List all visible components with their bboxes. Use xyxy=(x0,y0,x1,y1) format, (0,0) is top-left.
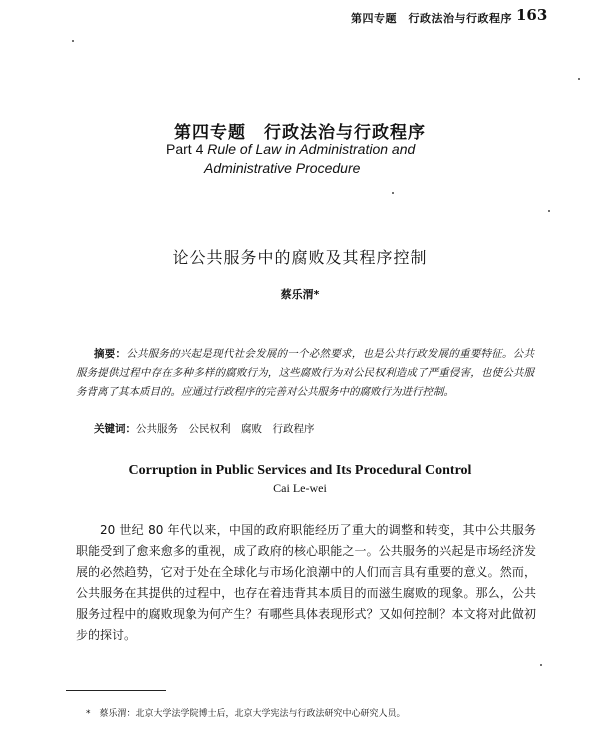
article-title-en: Corruption in Public Services and Its Procedural Control xyxy=(128,463,472,478)
part-title-en-line2: Administrative Procedure xyxy=(204,160,361,176)
part-title-cn: 第四专题 行政法治与行政程序 xyxy=(174,123,426,143)
article-title-cn: 论公共服务中的腐败及其程序控制 xyxy=(172,248,428,267)
abstract xyxy=(76,345,534,402)
running-header: 第四专题 行政法治与行政程序 xyxy=(351,12,512,25)
footnote: * 蔡乐渭：北京大学法学院博士后，北京大学宪法与行政法研究中心研究人员。 xyxy=(86,709,406,719)
part-title-en-line1 xyxy=(166,141,415,157)
scan-speck xyxy=(540,664,542,666)
body-paragraph: 20 世纪 80 年代以来，中国的政府职能经历了重大的调整和转变，其中公共服务职能受到了愈来愈多的重视，成了政府的核心职能之一。公共服务的兴起是市场经济发展的必然趋势，它对于处在全球化与市场化浪潮中的人们而言具有重要的意义。然而，公共服务在其提供的过程中，也存在着违背其本质目的而滋生腐败的现象。那么，公共服务过程中的腐败现象为何产生？有哪些具体表现形式？又如何控制？本文将对此做初步的探讨。 xyxy=(76,523,536,642)
scan-speck xyxy=(72,40,74,42)
abstract-text: 公共服务的兴起是现代社会发展的一个必然要求，也是公共行政发展的重要特征。公共服务提供过程中存在多种多样的腐败行为，这些腐败行为对公民权利造成了严重侵害，也使公共服务背离了其本质目的。应通过行政程序的完善对公共服务中的腐败行为进行控制。 xyxy=(76,348,535,398)
page-number: 163 xyxy=(516,6,548,24)
scan-speck xyxy=(578,78,580,80)
keywords-label: 关键词： xyxy=(94,423,136,435)
part-title-en-text: Rule of Law in Administration and xyxy=(207,141,416,157)
footnote-rule xyxy=(66,690,166,691)
keywords-text: 公共服务 公民权利 腐败 行政程序 xyxy=(136,423,315,435)
author-cn: 蔡乐渭* xyxy=(280,288,320,301)
keywords-line xyxy=(94,421,315,436)
scan-speck xyxy=(548,210,550,212)
scan-speck xyxy=(392,192,394,194)
abstract-label: 摘要： xyxy=(94,348,127,360)
part-prefix: Part 4 xyxy=(166,141,204,157)
author-en: Cai Le-wei xyxy=(273,481,327,495)
